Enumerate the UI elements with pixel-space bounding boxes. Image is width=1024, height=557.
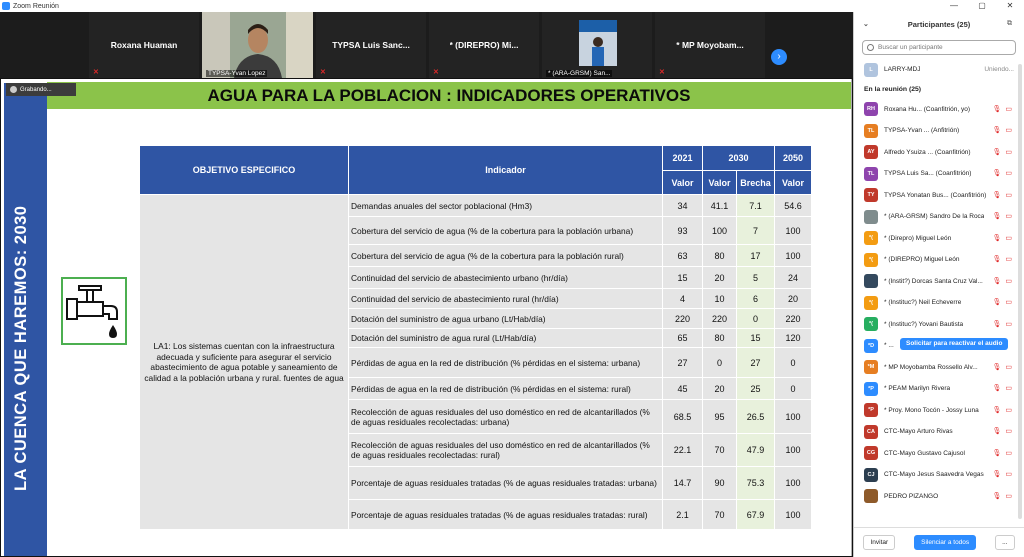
value-2030: 80 <box>703 329 737 348</box>
request-unmute-button[interactable]: Solicitar para reactivar el audio <box>900 338 1008 350</box>
value-2050: 100 <box>775 434 812 467</box>
avatar <box>864 489 878 503</box>
value-2050: 0 <box>775 378 812 400</box>
value-brecha: 7.1 <box>737 195 775 217</box>
video-off-icon: ▭ <box>1005 363 1012 371</box>
avatar <box>864 274 878 288</box>
video-gallery-strip <box>0 12 853 78</box>
window-title: Zoom Reunión <box>13 2 59 10</box>
value-2050: 100 <box>775 467 812 500</box>
value-2021: 27 <box>663 348 703 378</box>
muted-mic-icon: 🎙 <box>992 170 1002 177</box>
value-2021: 4 <box>663 289 703 309</box>
participant-tile-name: * (DIREPRO) Mi... <box>449 40 519 50</box>
participant-row[interactable] <box>854 99 1024 121</box>
participant-status-icons <box>992 470 1012 478</box>
value-brecha: 0 <box>737 309 775 329</box>
value-2050: 20 <box>775 289 812 309</box>
participant-tile-name: TYPSA-Yvan Lopez <box>208 70 266 77</box>
participants-header <box>854 12 1024 36</box>
video-off-icon: ▭ <box>1005 148 1012 156</box>
avatar: *M <box>864 360 878 374</box>
popout-icon[interactable]: ⧉ <box>1007 20 1012 27</box>
muted-mic-icon: 🎙 <box>992 406 1002 414</box>
participant-search-input[interactable] <box>862 40 1016 55</box>
participant-name: Roxana Hu... (Coanfitrión, yo) <box>884 105 970 113</box>
participants-title: Participantes (25) <box>907 19 971 29</box>
chevron-down-icon[interactable]: ⌄ <box>863 21 869 28</box>
value-2050: 100 <box>775 500 812 530</box>
video-off-icon: ▭ <box>1005 256 1012 263</box>
participant-name: * (Direpro) Miguel León <box>884 234 952 242</box>
avatar: CA <box>864 425 878 439</box>
muted-mic-icon: 🎙 <box>992 191 1002 199</box>
indicator-name: Pérdidas de agua en la red de distribución (% pérdidas en el sistema: rural) <box>349 378 663 400</box>
value-brecha: 6 <box>737 289 775 309</box>
muted-mic-icon: 🎙 <box>992 127 1002 134</box>
video-off-icon: ▭ <box>1005 320 1012 328</box>
participant-name: PEDRO PIZANGO <box>884 492 939 500</box>
value-2021: 45 <box>663 378 703 400</box>
indicator-name: Porcentaje de aguas residuales tratadas (% de aguas residuales tratadas: urbana) <box>349 467 663 500</box>
indicator-name: Continuidad del servicio de abastecimiento urbano (hr/día) <box>349 267 663 289</box>
muted-mic-icon: ✕ <box>93 69 99 76</box>
value-2021: 22.1 <box>663 434 703 467</box>
muted-mic-icon: 🎙 <box>992 492 1002 500</box>
participant-name: * Proy. Mono Tocón - Jossy Luna <box>884 406 979 414</box>
participant-name: * (Instituc?) Neil Echeverre <box>884 299 962 307</box>
avatar: *P <box>864 403 878 417</box>
close-button[interactable]: ✕ <box>1006 1 1014 10</box>
muted-mic-icon: 🎙 <box>992 320 1002 328</box>
indicator-name: Dotación del suministro de agua rural (Lt/Hab/día) <box>349 329 663 348</box>
muted-mic-icon: ✕ <box>659 69 665 76</box>
value-2050: 100 <box>775 245 812 267</box>
participant-tile-name: TYPSA Luis Sanc... <box>332 40 410 50</box>
header-brecha: Brecha <box>737 171 775 195</box>
muted-mic-icon: ✕ <box>320 69 326 76</box>
slide-title-bar <box>47 82 851 109</box>
participant-status-icons <box>992 169 1012 177</box>
next-page-arrow-icon[interactable]: › <box>771 49 787 65</box>
table-row <box>140 195 812 217</box>
participant-row[interactable] <box>854 142 1024 164</box>
participant-row[interactable] <box>854 206 1024 228</box>
header-2021: 2021 <box>663 146 703 171</box>
video-off-icon: ▭ <box>1005 234 1012 242</box>
avatar: *D <box>864 339 878 353</box>
more-button[interactable]: ... <box>995 535 1014 550</box>
participant-row[interactable] <box>854 400 1024 422</box>
value-brecha: 47.9 <box>737 434 775 467</box>
joining-participant[interactable] <box>854 59 1024 81</box>
muted-mic-icon: ✕ <box>433 69 439 76</box>
indicator-name: Cobertura del servicio de agua (% de la cobertura para la población urbana) <box>349 217 663 245</box>
participant-tile[interactable] <box>316 12 426 78</box>
slide-side-banner <box>4 83 47 556</box>
avatar: *( <box>864 317 878 331</box>
muted-mic-icon: 🎙 <box>992 105 1002 113</box>
slide-side-title: LA CUENCA QUE HAREMOS: 2030 <box>12 205 30 491</box>
header-valor-2030: Valor <box>703 171 737 195</box>
video-off-icon: ▭ <box>1005 299 1012 306</box>
participant-tile-name: * MP Moyobam... <box>676 40 744 50</box>
participant-tile[interactable] <box>429 12 539 78</box>
participant-row[interactable] <box>854 249 1024 271</box>
participant-status-icons <box>992 234 1012 242</box>
participant-name: CTC-Mayo Arturo Rivas <box>884 428 953 436</box>
slide-title: AGUA PARA LA POBLACION : INDICADORES OPERATIVOS <box>207 86 691 105</box>
water-faucet-icon <box>61 277 127 345</box>
participant-tile-name: Roxana Huaman <box>110 40 178 50</box>
participant-row[interactable] <box>854 335 1024 357</box>
participant-row[interactable] <box>854 357 1024 379</box>
header-valor-2050: Valor <box>775 171 812 195</box>
camera-feed-banner <box>579 20 617 66</box>
muted-mic-icon: 🎙 <box>992 449 1002 457</box>
participant-name: TYPSA-Yvan ... (Anfitrión) <box>884 127 960 135</box>
avatar: *( <box>864 231 878 245</box>
value-2030: 70 <box>703 500 737 530</box>
value-brecha: 17 <box>737 245 775 267</box>
participant-name: LARRY-MDJ <box>884 66 921 74</box>
participant-row[interactable] <box>854 378 1024 400</box>
participant-name: TYPSA Yonatan Bus... (Coanfitrión) <box>884 191 987 199</box>
value-brecha: 75.3 <box>737 467 775 500</box>
value-2050: 100 <box>775 217 812 245</box>
indicator-name: Dotación del suministro de agua urbano (Lt/Hab/día) <box>349 309 663 329</box>
indicator-name: Cobertura del servicio de agua (% de la cobertura para la población rural) <box>349 245 663 267</box>
avatar: TY <box>864 188 878 202</box>
participant-tile-video[interactable] <box>202 12 313 78</box>
recording-label: Grabando... <box>20 86 52 93</box>
value-2030: 95 <box>703 400 737 434</box>
search-icon <box>867 44 874 51</box>
value-2021: 2.1 <box>663 500 703 530</box>
participant-row[interactable] <box>854 464 1024 486</box>
participant-status-icons <box>992 191 1012 199</box>
video-off-icon: ▭ <box>1005 385 1012 392</box>
recording-indicator[interactable] <box>6 83 76 96</box>
video-off-icon: ▭ <box>1005 127 1012 134</box>
muted-mic-icon: 🎙 <box>992 363 1002 371</box>
participant-row[interactable] <box>854 443 1024 465</box>
avatar: *P <box>864 382 878 396</box>
participant-row[interactable] <box>854 314 1024 336</box>
participant-row[interactable] <box>854 421 1024 443</box>
participant-status-icons <box>992 384 1012 392</box>
value-2021: 14.7 <box>663 467 703 500</box>
participants-panel <box>853 12 1024 557</box>
muted-mic-icon: 🎙 <box>992 234 1002 242</box>
value-2050: 100 <box>775 400 812 434</box>
video-off-icon: ▭ <box>1005 105 1012 113</box>
participant-row[interactable] <box>854 163 1024 185</box>
value-2021: 68.5 <box>663 400 703 434</box>
video-off-icon: ▭ <box>1005 449 1012 457</box>
cloud-record-icon <box>10 86 17 93</box>
avatar: RH <box>864 102 878 116</box>
mute-all-button[interactable]: Silenciar a todos <box>914 535 976 550</box>
participant-row[interactable] <box>854 185 1024 207</box>
value-brecha: 67.9 <box>737 500 775 530</box>
value-brecha: 26.5 <box>737 400 775 434</box>
muted-mic-icon: 🎙 <box>992 428 1002 435</box>
avatar: L <box>864 63 878 77</box>
value-brecha: 15 <box>737 329 775 348</box>
value-2021: 220 <box>663 309 703 329</box>
participant-tile[interactable] <box>655 12 765 78</box>
value-brecha: 27 <box>737 348 775 378</box>
zoom-logo-icon <box>2 2 10 10</box>
avatar: AY <box>864 145 878 159</box>
in-meeting-section[interactable]: En la reunión (25) <box>864 86 922 93</box>
participant-status-icons <box>992 212 1012 220</box>
minimize-button[interactable]: — <box>950 1 958 10</box>
value-2021: 15 <box>663 267 703 289</box>
video-off-icon: ▭ <box>1005 492 1012 500</box>
participant-name: CTC-Mayo Jesus Saavedra Vegas <box>884 471 984 479</box>
header-2050: 2050 <box>775 146 812 171</box>
avatar: *( <box>864 296 878 310</box>
video-off-icon: ▭ <box>1005 277 1012 285</box>
muted-mic-icon: 🎙 <box>992 148 1002 156</box>
header-valor-2021: Valor <box>663 171 703 195</box>
invite-button[interactable]: Invitar <box>863 535 895 550</box>
participant-tile[interactable] <box>89 12 199 78</box>
participant-list <box>854 99 1024 508</box>
participant-status-icons <box>992 277 1012 285</box>
muted-mic-icon: 🎙 <box>992 385 1002 392</box>
avatar <box>864 210 878 224</box>
participant-row[interactable] <box>854 271 1024 293</box>
participant-name: * (Instit?) Dorcas Santa Cruz Val... <box>884 277 983 285</box>
participant-name: * MP Moyobamba Rossello Alv... <box>884 363 978 371</box>
value-2030: 100 <box>703 217 737 245</box>
participant-status-icons <box>992 126 1012 134</box>
muted-mic-icon: 🎙 <box>992 277 1002 285</box>
video-off-icon: ▭ <box>1005 406 1012 414</box>
muted-mic-icon: 🎙 <box>992 213 1002 220</box>
value-brecha: 25 <box>737 378 775 400</box>
value-2030: 90 <box>703 467 737 500</box>
camera-feed-person <box>202 12 313 78</box>
indicator-name: Recolección de aguas residuales del uso doméstico en red de alcantarillados (% de aguas residuales recolectadas: rural) <box>349 434 663 467</box>
value-2030: 0 <box>703 348 737 378</box>
participant-name: * (ARA-GRSM) Sandro De la Roca <box>884 213 985 221</box>
muted-mic-icon: 🎙 <box>992 471 1002 478</box>
value-2021: 34 <box>663 195 703 217</box>
avatar: CJ <box>864 468 878 482</box>
participant-status-icons <box>992 406 1012 414</box>
participant-row[interactable] <box>854 228 1024 250</box>
participant-name: CTC-Mayo Gustavo Cajusol <box>884 449 965 457</box>
indicator-name: Porcentaje de aguas residuales tratadas (% de aguas residuales tratadas: rural) <box>349 500 663 530</box>
participant-status-icons <box>992 363 1012 371</box>
participants-footer <box>854 527 1024 557</box>
indicator-name: Demandas anuales del sector poblacional (Hm3) <box>349 195 663 217</box>
participant-status-icons <box>992 148 1012 156</box>
search-placeholder: Buscar un participante <box>878 44 943 51</box>
participant-row[interactable] <box>854 486 1024 508</box>
value-2050: 0 <box>775 348 812 378</box>
title-bar <box>0 0 1024 12</box>
participant-status-icons <box>992 320 1012 328</box>
participant-status-icons <box>992 449 1012 457</box>
participant-name: * PEAM Marilyn Rivera <box>884 385 951 393</box>
indicators-table <box>139 145 812 530</box>
muted-mic-icon: 🎙 <box>992 299 1002 306</box>
objetivo-cell: LA1: Los sistemas cuentan con la infraestructura adecuada y suficiente para asegurar el servicio abastecimiento de agua potable y saneamiento de calidad a la población urbana y rural. fuentes de agua <box>140 195 349 530</box>
value-brecha: 7 <box>737 217 775 245</box>
value-2050: 24 <box>775 267 812 289</box>
participant-status-icons <box>992 105 1012 113</box>
participant-name: * (DIREPRO) Miguel León <box>884 256 960 264</box>
participant-name: Alfredo Ysuiza ... (Coanfitrión) <box>884 148 971 156</box>
avatar: *( <box>864 253 878 267</box>
value-2021: 65 <box>663 329 703 348</box>
value-2030: 20 <box>703 378 737 400</box>
participant-status-icons <box>992 492 1012 500</box>
scrollbar[interactable] <box>1018 64 1022 519</box>
value-2030: 70 <box>703 434 737 467</box>
video-off-icon: ▭ <box>1005 471 1012 478</box>
participant-row[interactable] <box>854 292 1024 314</box>
muted-mic-icon: 🎙 <box>992 256 1002 263</box>
value-2030: 220 <box>703 309 737 329</box>
value-2030: 10 <box>703 289 737 309</box>
participant-status-icons <box>992 427 1012 435</box>
participant-name: * (Instituc?) Yovani Bautista <box>884 320 964 328</box>
indicator-name: Continuidad del servicio de abastecimiento rural (hr/día) <box>349 289 663 309</box>
maximize-button[interactable]: ▢ <box>978 1 986 10</box>
avatar: CG <box>864 446 878 460</box>
value-2050: 220 <box>775 309 812 329</box>
header-objetivo: OBJETIVO ESPECIFICO <box>140 146 349 195</box>
participant-status-icons <box>992 255 1012 263</box>
value-2030: 80 <box>703 245 737 267</box>
video-off-icon: ▭ <box>1005 213 1012 220</box>
participant-name: TYPSA Luis Sa... (Coanfitrión) <box>884 170 972 178</box>
joining-status: Uniendo... <box>984 66 1014 74</box>
header-2030: 2030 <box>703 146 775 171</box>
video-off-icon: ▭ <box>1005 191 1012 199</box>
value-2050: 120 <box>775 329 812 348</box>
header-indicador: Indicador <box>349 146 663 195</box>
video-off-icon: ▭ <box>1005 428 1012 435</box>
value-2030: 41.1 <box>703 195 737 217</box>
value-2021: 63 <box>663 245 703 267</box>
avatar: TL <box>864 124 878 138</box>
value-2021: 93 <box>663 217 703 245</box>
indicator-name: Pérdidas de agua en la red de distribución (% pérdidas en el sistema: urbana) <box>349 348 663 378</box>
screen-share-area <box>0 78 853 557</box>
participant-status-icons <box>992 298 1012 306</box>
avatar: TL <box>864 167 878 181</box>
indicator-name: Recolección de aguas residuales del uso doméstico en red de alcantarillados (% de aguas residuales recolectadas: urbana) <box>349 400 663 434</box>
value-2050: 54.6 <box>775 195 812 217</box>
participant-row[interactable] <box>854 120 1024 142</box>
participant-tile-name: * (ARA-GRSM) San... <box>548 70 611 77</box>
value-brecha: 5 <box>737 267 775 289</box>
video-off-icon: ▭ <box>1005 170 1012 177</box>
participant-tile-video[interactable] <box>542 12 652 78</box>
participant-name: * ... <box>884 342 894 350</box>
value-2030: 20 <box>703 267 737 289</box>
